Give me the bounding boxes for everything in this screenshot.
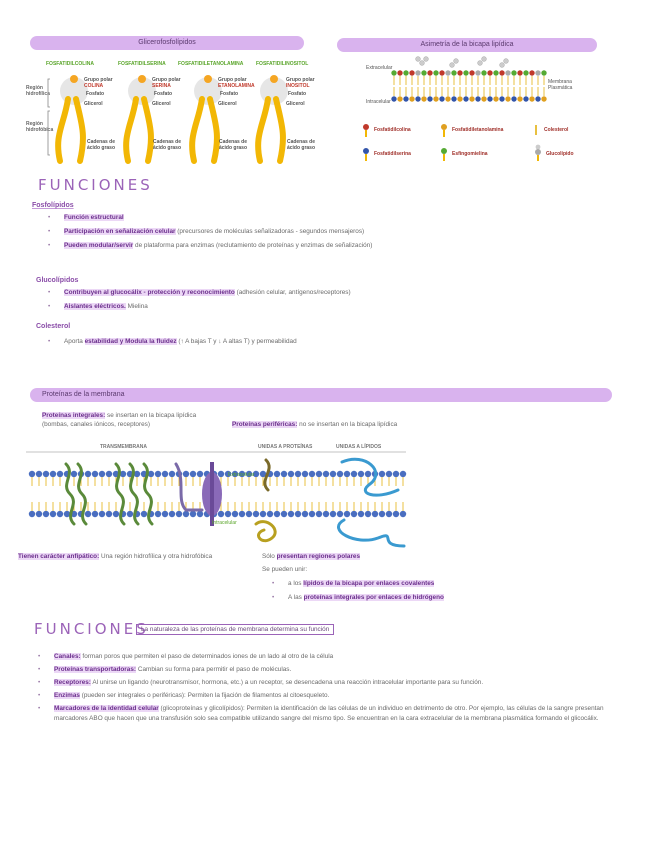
lipid-head xyxy=(445,70,450,75)
lipid-head xyxy=(391,96,396,101)
lipid-head xyxy=(85,471,91,477)
lipid-head xyxy=(379,511,385,517)
chains-label-3: Cadenas de ácido graso xyxy=(218,139,248,151)
lipid-head xyxy=(457,96,462,101)
lipid-head xyxy=(365,471,371,477)
lipid-head xyxy=(535,70,540,75)
integrales-description: Proteínas integrales: se insertan en la bicapa lipídica (bombas, canales iónicos, receptores) xyxy=(42,412,197,428)
lipid-head xyxy=(197,511,203,517)
lipid-head xyxy=(344,511,350,517)
phosphate-label-2: Fosfato xyxy=(154,91,173,97)
lipid-head xyxy=(246,511,252,517)
lipid-head xyxy=(323,511,329,517)
lipid-head xyxy=(475,70,480,75)
lipid-head xyxy=(517,96,522,101)
lipid-head xyxy=(499,70,504,75)
legend-glucolipido: Glucolípido xyxy=(546,151,574,157)
lipid-head xyxy=(427,96,432,101)
column-label-2: FOSFATIDILSERINA xyxy=(118,61,166,67)
glycolipid-sugars xyxy=(416,57,509,68)
anfipatico-note: Tienen carácter anfipático: Una región hidrofílica y otra hidrofóbica xyxy=(18,553,213,560)
glycerol-label-2: Glicerol xyxy=(152,101,171,107)
lipid-head xyxy=(386,511,392,517)
lipid-head xyxy=(403,70,408,75)
lipid-head xyxy=(218,471,224,477)
lipid-head xyxy=(288,511,294,517)
lipid-head xyxy=(400,511,406,517)
list-item: • Receptores: Al unirse un ligando (neurotransmisor, hormona, etc.) a un receptor, se desencadena una reacción intracelular importante para su función. xyxy=(34,678,620,688)
list-item: • Pueden modular/servir de plataforma para enzimas (reclutamiento de proteínas y enzimas de señalización) xyxy=(44,242,372,249)
lipid-head xyxy=(106,471,112,477)
chains-label-4: Cadenas de ácido graso xyxy=(286,139,316,151)
list-item: • Aporta estabilidad y Modula la fluidez (↑ A bajas T y ↓ A altas T) y permeabilidad xyxy=(44,338,297,345)
lipid-head xyxy=(439,96,444,101)
proteinas-title: Proteínas de la membrana xyxy=(30,388,612,402)
lipid-head xyxy=(400,471,406,477)
lipid-head xyxy=(92,471,98,477)
lipid-head xyxy=(57,511,63,517)
phosphate-label-4: Fosfato xyxy=(288,91,307,97)
lipid-head xyxy=(415,96,420,101)
lipid-head xyxy=(415,70,420,75)
lipid-head xyxy=(523,96,528,101)
region-hydrophilic-label: Región hidrofílica xyxy=(26,85,50,97)
lipid-head xyxy=(397,96,402,101)
lipid-head xyxy=(493,96,498,101)
lipid-head xyxy=(463,96,468,101)
funciones-heading-1: FUNCIONES xyxy=(38,176,153,194)
lipid-head xyxy=(43,471,49,477)
lipid-head xyxy=(281,511,287,517)
lipid-head xyxy=(239,511,245,517)
lipid-head xyxy=(344,471,350,477)
lipid-head xyxy=(190,511,196,517)
lipid-head xyxy=(169,471,175,477)
lipid-head xyxy=(92,511,98,517)
glucolipidos-title: Glucolípidos xyxy=(36,277,79,284)
lipid-head xyxy=(190,471,196,477)
lipid-head xyxy=(274,511,280,517)
asimetria-title: Asimetría de la bicapa lipídica xyxy=(337,38,597,52)
polar-name-4: INOSITOL xyxy=(286,83,310,89)
lipid-head xyxy=(288,471,294,477)
lipid-head xyxy=(433,96,438,101)
lipid-head xyxy=(457,70,462,75)
region-hydrophobic-label: Región hidrofóbica xyxy=(26,121,54,133)
lipid-head xyxy=(351,471,357,477)
intracelular-label-2: Intracelular xyxy=(212,520,237,526)
transmembrana-label: TRANSMEMBRANA xyxy=(100,444,147,450)
lipid-head xyxy=(260,511,266,517)
lipid-head xyxy=(295,511,301,517)
lipid-head xyxy=(176,511,182,517)
list-item: • Contribuyen al glucocálix - protección y reconocimiento (adhesión celular, antígenos/receptores) xyxy=(44,289,351,296)
lipid-head xyxy=(183,471,189,477)
lipid-head xyxy=(302,471,308,477)
lipid-head xyxy=(267,511,273,517)
glycerol-label-3: Glicerol xyxy=(218,101,237,107)
funciones2-list-wrap xyxy=(34,652,620,727)
lipid-head xyxy=(57,471,63,477)
glicerofosfolipidos-title: Glicerofosfolípidos xyxy=(30,36,304,50)
lipid-head xyxy=(487,70,492,75)
polar-group-label-2: Grupo polar xyxy=(152,77,181,83)
lipid-head xyxy=(232,511,238,517)
polar-name-1: COLINA xyxy=(84,83,104,89)
legend-esfingomielina: Esfingomielina xyxy=(452,151,488,157)
legend-fosfatidilserina: Fosfatidilserina xyxy=(374,151,411,157)
lipid-head xyxy=(397,70,402,75)
polar-name-2: SERINA xyxy=(152,83,171,89)
lipid-head xyxy=(106,511,112,517)
lipid-head xyxy=(517,70,522,75)
lipid-head xyxy=(141,511,147,517)
lipid-head xyxy=(529,96,534,101)
lipid-head xyxy=(316,471,322,477)
unidas-lipidos-label: UNIDAS A LÍPIDOS xyxy=(336,444,382,450)
lipid-head xyxy=(71,471,77,477)
polar-group-label-1: Grupo polar xyxy=(84,77,113,83)
lipid-head xyxy=(481,70,486,75)
pueden-unir-note: Se pueden unir: xyxy=(262,566,308,573)
lipid-head xyxy=(113,511,119,517)
lipid-head xyxy=(365,511,371,517)
lipid-head xyxy=(127,511,133,517)
lipid-head xyxy=(493,70,498,75)
lipid-head xyxy=(541,96,546,101)
lipid-head xyxy=(50,511,56,517)
lipid-head xyxy=(393,511,399,517)
lipid-head xyxy=(29,471,35,477)
lipid-head xyxy=(499,96,504,101)
solo-polares-note: Sólo presentan regiones polares xyxy=(262,553,361,560)
column-label-3: FOSFATIDILETANOLAMINA xyxy=(178,61,244,67)
lipid-head xyxy=(475,96,480,101)
lipid-head xyxy=(155,471,161,477)
lipid-head xyxy=(309,471,315,477)
lipid-head xyxy=(274,471,280,477)
lipid-head xyxy=(330,471,336,477)
polar-group-label-3: Grupo polar xyxy=(218,77,247,83)
list-item: • Función estructural xyxy=(44,214,372,221)
membrane-label: Membrana Plasmática xyxy=(548,79,573,91)
lipid-head xyxy=(505,96,510,101)
lipid-head xyxy=(403,96,408,101)
lipid-head xyxy=(309,511,315,517)
lipid-head xyxy=(511,96,516,101)
lipid-head xyxy=(433,70,438,75)
perifericas-description: Proteínas periféricas: no se insertan en la bicapa lipídica xyxy=(232,421,398,428)
lipid-head xyxy=(505,70,510,75)
lipid-head xyxy=(481,96,486,101)
lipid-head xyxy=(439,70,444,75)
asimetria-figure xyxy=(340,55,610,165)
lipid-head xyxy=(469,96,474,101)
lipid-head xyxy=(535,96,540,101)
lipid-head xyxy=(253,511,259,517)
intracellular-label: Intracelular xyxy=(366,99,391,105)
phosphate-label-3: Fosfato xyxy=(220,91,239,97)
lipid-head xyxy=(337,511,343,517)
lipid-head xyxy=(463,70,468,75)
lipid-head xyxy=(421,96,426,101)
column-label-1: FOSFATIDILCOLINA xyxy=(46,61,94,67)
lipid-head xyxy=(330,511,336,517)
list-item: • a los lípidos de la bicapa por enlaces covalentes xyxy=(268,580,444,587)
chains-label-2: Cadenas de ácido graso xyxy=(152,139,182,151)
funciones-heading-2: FUNCIONES xyxy=(34,620,149,638)
legend-fosfatidilcolina: Fosfatidilcolina xyxy=(374,127,411,133)
lipid-head xyxy=(197,471,203,477)
lipid-head xyxy=(469,70,474,75)
glucolipidos-list xyxy=(44,289,351,317)
chains-label-1: Cadenas de ácido graso xyxy=(86,139,116,151)
lipid-head xyxy=(445,96,450,101)
lipid-head xyxy=(337,471,343,477)
lipid-head xyxy=(99,511,105,517)
lipid-head xyxy=(302,511,308,517)
lipid-head xyxy=(511,70,516,75)
membrane-proteins-figure xyxy=(26,450,446,550)
lipid-head xyxy=(391,70,396,75)
lipid-head xyxy=(427,70,432,75)
lipid-head xyxy=(29,511,35,517)
list-item: • Aislantes eléctricos. Mielina xyxy=(44,303,351,310)
phosphate-label-1: Fosfato xyxy=(86,91,105,97)
colesterol-list xyxy=(44,338,297,352)
list-item: • Participación en señalización celular (precursores de moléculas señalizadoras - segundos mensajeros) xyxy=(44,228,372,235)
lipid-head xyxy=(36,511,42,517)
lipid-head xyxy=(323,471,329,477)
glycerol-label-4: Glicerol xyxy=(286,101,305,107)
lipid-head xyxy=(281,471,287,477)
naturaleza-box: La naturaleza de las proteínas de membrana determina su función xyxy=(136,624,334,635)
colesterol-title: Colesterol xyxy=(36,323,71,330)
lipid-head xyxy=(85,511,91,517)
lipid-head xyxy=(316,511,322,517)
list-item: • A las proteínas integrales por enlaces de hidrógeno xyxy=(268,594,444,601)
funciones2-list xyxy=(34,652,620,724)
polar-group-label-4: Grupo polar xyxy=(286,77,315,83)
column-label-4: FOSFATIDILINOSITOL xyxy=(256,61,309,67)
lipid-head xyxy=(393,471,399,477)
lipid-head xyxy=(409,70,414,75)
union-list xyxy=(268,580,444,608)
lipid-head xyxy=(99,471,105,477)
extracelular-label-2: Extracelular xyxy=(228,472,255,478)
lipid-head xyxy=(162,511,168,517)
lipid-head xyxy=(523,70,528,75)
lipid-head xyxy=(43,511,49,517)
lipid-head xyxy=(487,96,492,101)
lipid-head xyxy=(529,70,534,75)
lipid-head xyxy=(386,471,392,477)
fosfolipidos-title: Fosfolípidos xyxy=(32,202,74,209)
lipid-head xyxy=(225,511,231,517)
asymmetric-bilayer xyxy=(340,55,610,165)
polar-name-3: ETANOLAMINA xyxy=(218,83,255,89)
lipid-head xyxy=(218,511,224,517)
extracellular-label: Extracelular xyxy=(366,65,393,71)
list-item: • Enzimas (pueden ser integrales o periféricas): Permiten la fijación de filamentos al citoesqueleto. xyxy=(34,691,620,701)
lipid-head xyxy=(50,471,56,477)
lipid-head xyxy=(409,96,414,101)
fosfolipidos-list xyxy=(44,214,372,256)
glicerofosfolipidos-figure xyxy=(24,55,324,165)
lipid-head xyxy=(372,511,378,517)
lipid-head xyxy=(451,70,456,75)
lipid-head xyxy=(541,70,546,75)
legend-fosfatidiletanolamina: Fosfatidiletanolamina xyxy=(452,127,504,133)
lipid-head xyxy=(169,511,175,517)
lipid-head xyxy=(451,96,456,101)
unidas-proteinas-label: UNIDAS A PROTEÍNAS xyxy=(258,444,313,450)
glycerol-label-1: Glicerol xyxy=(84,101,103,107)
lipid-head xyxy=(162,471,168,477)
lipid-head xyxy=(36,471,42,477)
lipid-head xyxy=(183,511,189,517)
lipid-head xyxy=(379,471,385,477)
lipid-head xyxy=(358,471,364,477)
list-item: • Marcadores de la identidad celular (glicoproteínas y glicolípidos): Permiten la identificación de las células de un individuo en detrimento de otro. Por ejemplo, las células de la sangre presentan marcadores ABO que hacen que una transfusión solo sea compatible utilizando sangre del mismo tipo. Se encuentran en la cara extracelular de la membrana plasmática formando el glicocálix. xyxy=(34,704,620,724)
lipid-head xyxy=(421,70,426,75)
legend-colesterol: Colesterol xyxy=(544,127,569,133)
list-item: • Proteínas transportadoras: Cambian su forma para permitir el paso de moléculas. xyxy=(34,665,620,675)
lipid-head xyxy=(351,511,357,517)
list-item: • Canales: forman poros que permiten el paso de determinados iones de un lado al otro de la célula xyxy=(34,652,620,662)
lipid-head xyxy=(358,511,364,517)
lipid-head xyxy=(155,511,161,517)
lipid-head xyxy=(295,471,301,477)
